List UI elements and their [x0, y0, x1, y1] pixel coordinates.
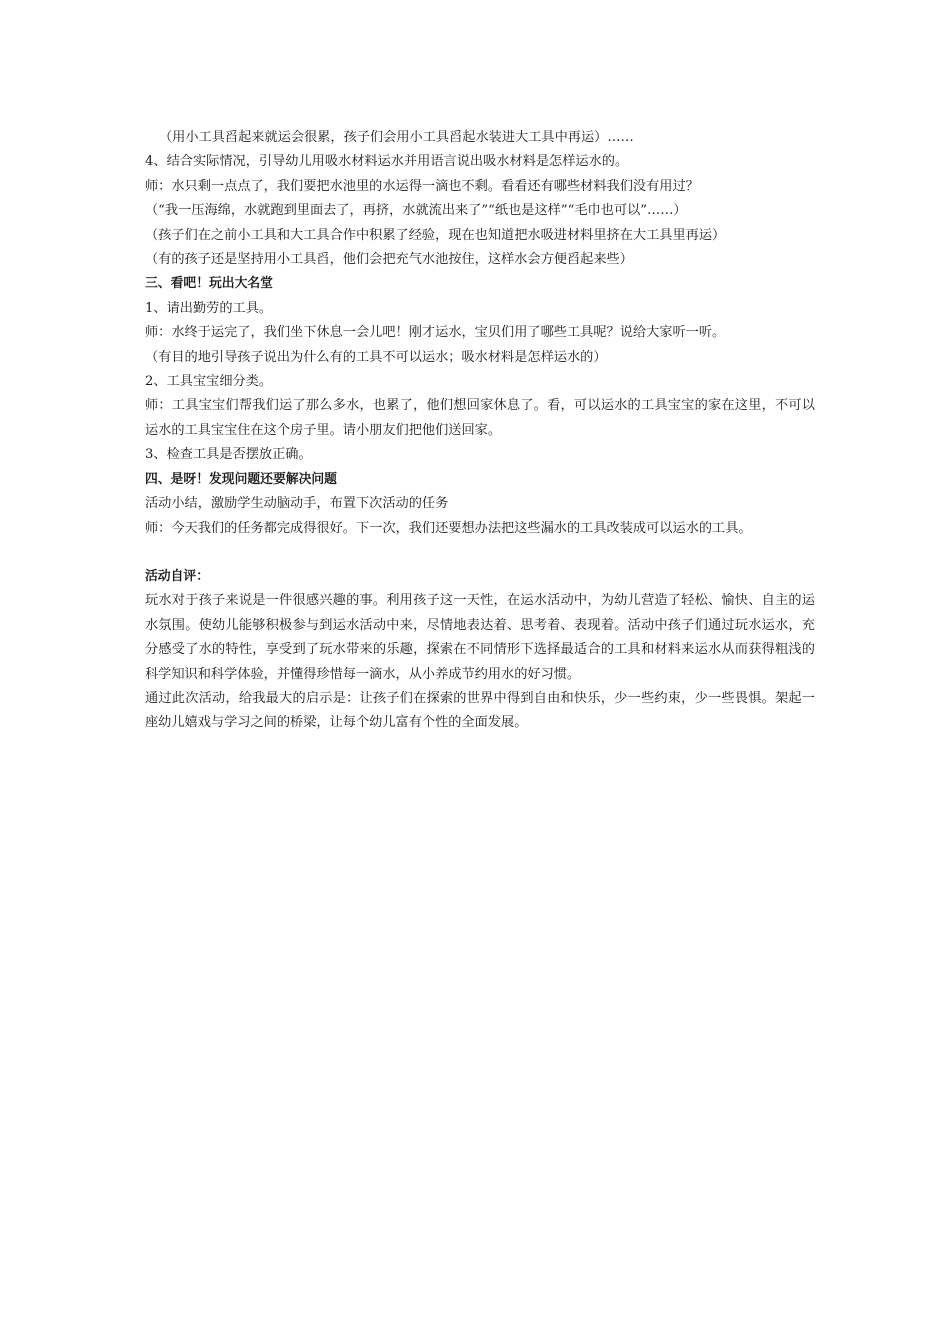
paragraph-note: （孩子们在之前小工具和大工具合作中积累了经验，现在也知道把水吸进材料里挤在大工具里再运）: [145, 227, 726, 243]
teacher-speech: 师：今天我们的任务都完成得很好。下一次，我们还要想办法把这些漏水的工具改装成可以运水的工具。: [145, 520, 752, 536]
step-item: 4、结合实际情况，引导幼儿用吸水材料运水并用语言说出吸水材料是怎样运水的。: [145, 154, 629, 170]
teacher-speech: 师：水终于运完了，我们坐下休息一会儿吧！刚才运水，宝贝们用了哪些工具呢？说给大家听一听。: [145, 325, 726, 341]
spacer: [145, 541, 815, 565]
document-body: [145, 126, 815, 736]
teacher-speech: 师：水只剩一点点了，我们要把水池里的水运得一滴也不剩。看看还有哪些材料我们没有用过？: [145, 178, 699, 194]
step-item: 1、请出勤劳的工具。: [145, 300, 273, 316]
summary-text: 活动小结，激励学生动脑动手，布置下次活动的任务: [145, 496, 449, 512]
paragraph-note: （有的孩子还是坚持用小工具舀，他们会把充气水池按住，这样水会方便舀起来些）: [145, 252, 633, 268]
teacher-speech: 师：工具宝宝们帮我们运了那么多水，也累了，他们想回家休息了。看，可以运水的工具宝宝的家在这里，不可以运水的工具宝宝住在这个房子里。请小朋友们把他们送回家。: [145, 398, 815, 438]
step-item: 3、检查工具是否摆放正确。: [145, 447, 312, 463]
section-heading: 四、是呀！发现问题还要解决问题: [145, 471, 337, 487]
paragraph-note: （用小工具舀起来就运会很累，孩子们会用小工具舀起水装进大工具中再运）……: [159, 130, 634, 145]
paragraph-note: （有目的地引导孩子说出为什么有的工具不可以运水；吸水材料是怎样运水的）: [145, 349, 607, 365]
paragraph-quote: （“我一压海绵，水就跑到里面去了，再挤，水就流出来了”“纸也是这样”“毛巾也可以”……）: [145, 203, 687, 219]
section-heading: 三、看吧！玩出大名堂: [145, 276, 273, 292]
evaluation-paragraph: 玩水对于孩子来说是一件很感兴趣的事。利用孩子这一天性，在运水活动中，为幼儿营造了轻松、愉快、自主的运水氛围。使幼儿能够积极参与到运水活动中来，尽情地表达着、思考着、表现着。活动中孩子们通过玩水运水，充分感受了水的特性，享受到了玩水带来的乐趣，探索在不同情形下选择最适合的工具和材料来运水从而获得粗浅的科学知识和科学体验，并懂得珍惜每一滴水，从小养成节约用水的好习惯。: [145, 593, 815, 682]
evaluation-heading: 活动自评：: [145, 568, 209, 584]
evaluation-paragraph: 通过此次活动，给我最大的启示是：让孩子们在探索的世界中得到自由和快乐，少一些约束，少一些畏惧。架起一座幼儿嬉戏与学习之间的桥梁，让每个幼儿富有个性的全面发展。: [145, 690, 815, 731]
step-item: 2、工具宝宝细分类。: [145, 374, 273, 390]
